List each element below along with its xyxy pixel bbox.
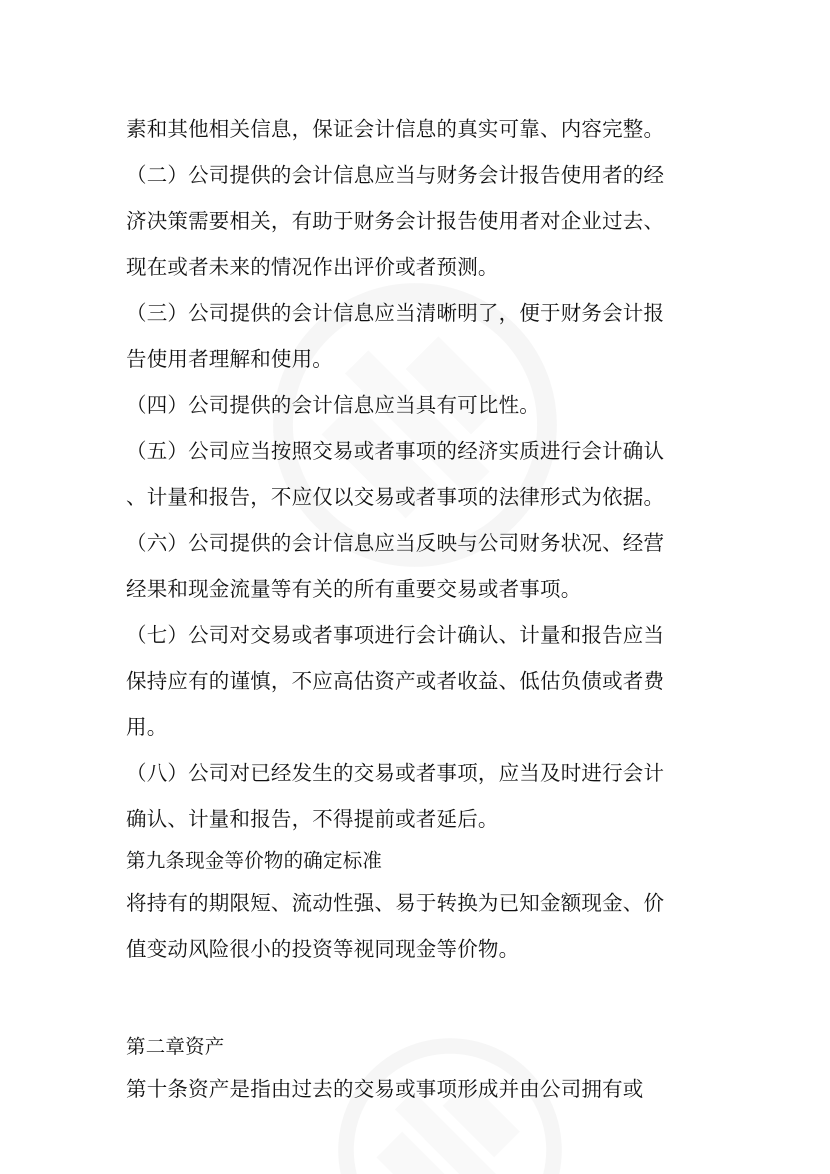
paragraph-line: 用。 (126, 715, 168, 739)
chapter-heading: 第二章资产 (126, 1035, 225, 1058)
section-heading: 第九条现金等价物的确定标准 (126, 849, 383, 872)
paragraph-line: （三）公司提供的会计信息应当清晰明了，便于财务会计报 (126, 301, 665, 325)
paragraph-line: 第十条资产是指由过去的交易或事项形成并由公司拥有或 (126, 1077, 644, 1101)
spacer (126, 972, 711, 1028)
paragraph-line: 确认、计量和报告，不得提前或者延后。 (126, 807, 499, 831)
paragraph-line: 、计量和报告，不应仅以交易或者事项的法律形式为依据。 (126, 485, 665, 509)
document-body (126, 106, 711, 1112)
paragraph-line: （七）公司对交易或者事项进行会计确认、计量和报告应当 (126, 623, 665, 647)
paragraph-line: （四）公司提供的会计信息应当具有可比性。 (126, 393, 540, 417)
paragraph-line: 现在或者未来的情况作出评价或者预测。 (126, 255, 499, 279)
paragraph-line: （六）公司提供的会计信息应当反映与公司财务状况、经营 (126, 531, 665, 555)
paragraph-line: 济决策需要相关，有助于财务会计报告使用者对企业过去、 (126, 209, 665, 233)
paragraph-line: 将持有的期限短、流动性强、易于转换为已知金额现金、价 (126, 891, 665, 915)
paragraph-line: 保持应有的谨慎，不应高估资产或者收益、低估负债或者费 (126, 669, 665, 693)
paragraph-line: （二）公司提供的会计信息应当与财务会计报告使用者的经 (126, 163, 665, 187)
paragraph-line: 经果和现金流量等有关的所有重要交易或者事项。 (126, 577, 582, 601)
paragraph-line: （五）公司应当按照交易或者事项的经济实质进行会计确认 (126, 439, 665, 463)
paragraph-line: （八）公司对已经发生的交易或者事项，应当及时进行会计 (126, 761, 665, 785)
paragraph-line: 值变动风险很小的投资等视同现金等价物。 (126, 937, 520, 961)
paragraph-line: 告使用者理解和使用。 (126, 347, 333, 371)
paragraph-line: 素和其他相关信息，保证会计信息的真实可靠、内容完整。 (126, 117, 665, 141)
